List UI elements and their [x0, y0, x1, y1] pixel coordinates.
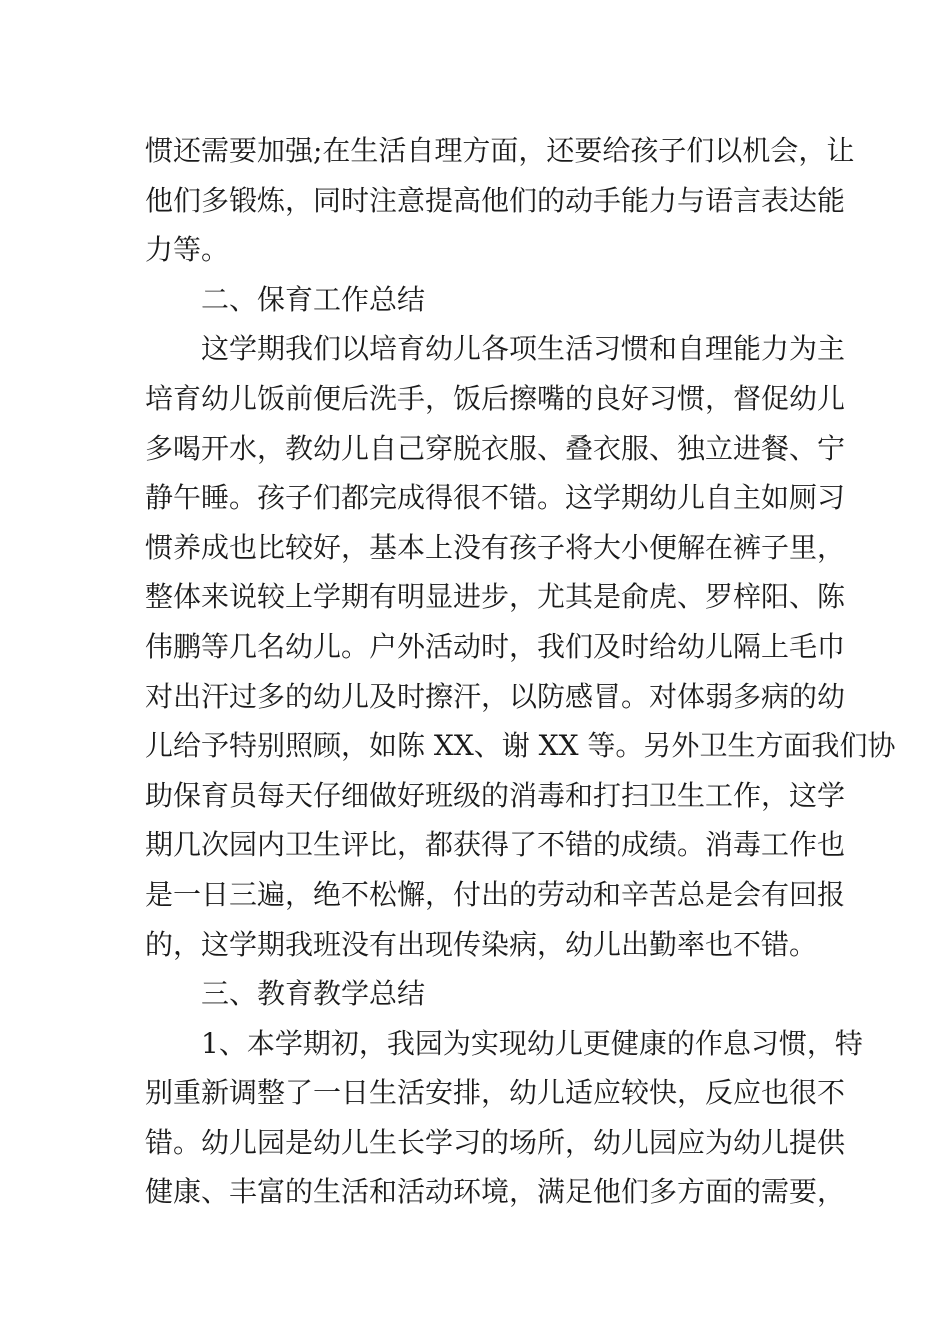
- text-line: 别重新调整了一日生活安排，幼儿适应较快，反应也很不: [145, 1076, 846, 1110]
- text-line: 对出汗过多的幼儿及时擦汗，以防感冒。对体弱多病的幼: [145, 679, 846, 713]
- text-line: 是一日三遍，绝不松懈，付出的劳动和辛苦总是会有回报: [145, 877, 846, 911]
- text-line: 惯还需要加强;在生活自理方面，还要给孩子们以机会，让: [145, 134, 855, 167]
- text-line: 多喝开水，教幼儿自己穿脱衣服、叠衣服、独立进餐、宁: [145, 431, 846, 465]
- text-line: 期几次园内卫生评比，都获得了不错的成绩。消毒工作也: [145, 828, 846, 862]
- text-line: 助保育员每天仔细做好班级的消毒和打扫卫生工作，这学: [145, 778, 846, 812]
- text-line: 二、保育工作总结: [201, 282, 426, 316]
- text-line: 惯养成也比较好，基本上没有孩子将大小便解在裤子里，: [145, 530, 846, 564]
- text-line: 1、本学期初，我园为实现幼儿更健康的作息习惯，特: [201, 1026, 863, 1060]
- text-line: 这学期我们以培育幼儿各项生活习惯和自理能力为主: [201, 332, 846, 366]
- text-line: 伟鹏等几名幼儿。户外活动时，我们及时给幼儿隔上毛巾: [145, 629, 846, 663]
- text-line: 三、教育教学总结: [201, 977, 426, 1011]
- text-line: 静午睡。孩子们都完成得很不错。这学期幼儿自主如厕习: [145, 481, 846, 515]
- text-line: 力等。: [145, 233, 230, 267]
- text-line: 错。幼儿园是幼儿生长学习的场所，幼儿园应为幼儿提供: [145, 1125, 846, 1159]
- text-line: 的，这学期我班没有出现传染病，幼儿出勤率也不错。: [145, 927, 818, 961]
- text-line: 整体来说较上学期有明显进步，尤其是俞虎、罗梓阳、陈: [145, 580, 846, 614]
- text-line: 儿给予特别照顾，如陈 XX、谢 XX 等。另外卫生方面我们协: [145, 729, 896, 763]
- text-line: 培育幼儿饭前便后洗手，饭后擦嘴的良好习惯，督促幼儿: [145, 381, 846, 415]
- text-line: 健康、丰富的生活和活动环境，满足他们多方面的需要，: [145, 1175, 846, 1209]
- text-line: 他们多锻炼，同时注意提高他们的动手能力与语言表达能: [145, 183, 846, 217]
- document-body: [145, 126, 896, 1217]
